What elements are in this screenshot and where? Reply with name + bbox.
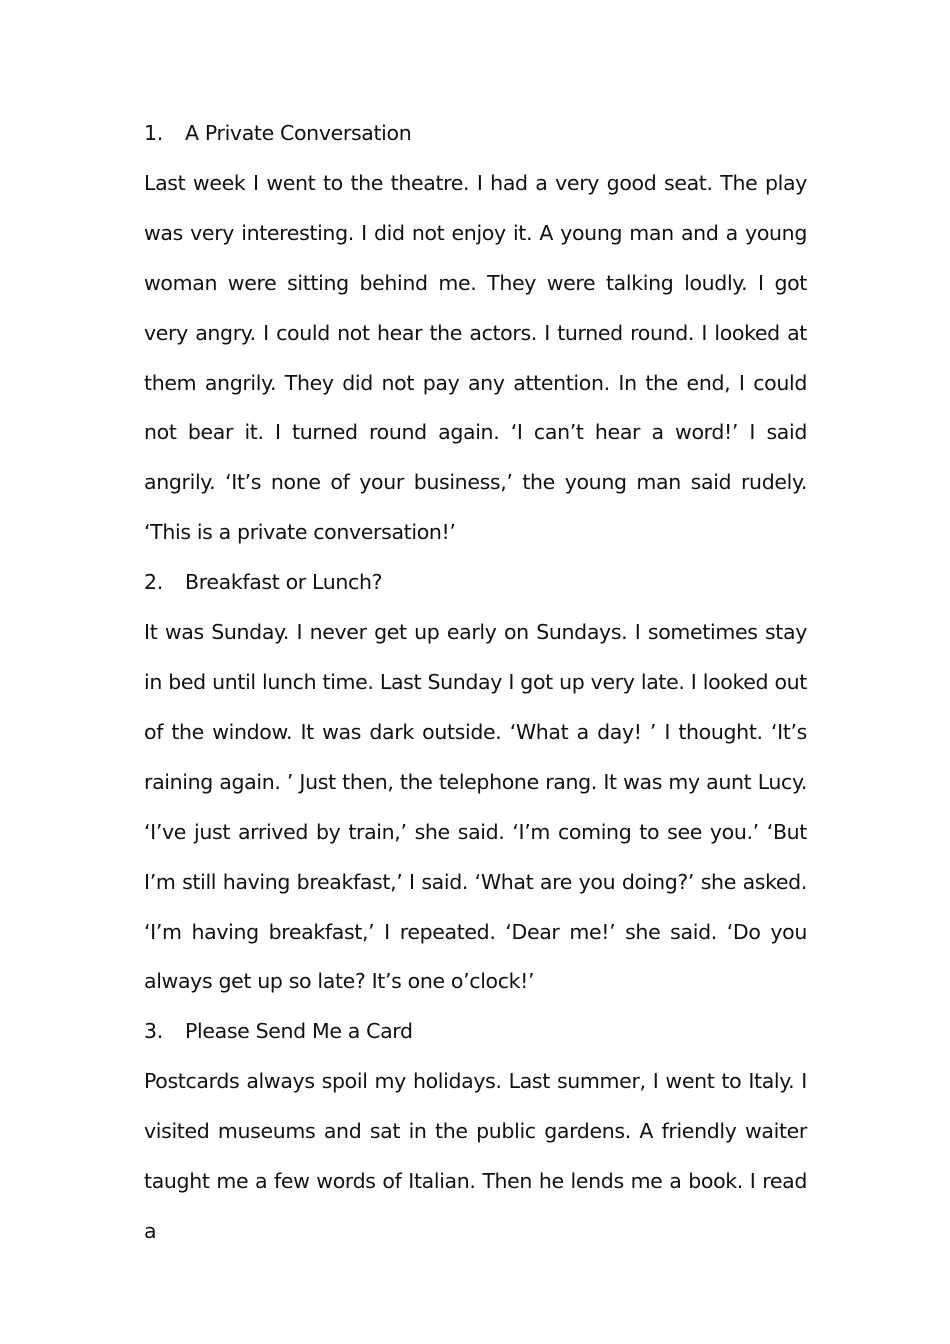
section-heading xyxy=(144,558,807,608)
section-please-send-me-a-card xyxy=(144,1007,807,1257)
document-body xyxy=(144,109,807,1257)
section-number: 1. xyxy=(144,121,163,145)
section-paragraph: It was Sunday. I never get up early on Sundays. I sometimes stay in bed until lunch time. Last Sunday I got up very late. I looked out of the window. It was dark outside. ‘What a day! ’ I thought. ‘It’s raining again. ’ Just then, the telephone rang. It was my aunt Lucy. ‘I’ve just arrived by train,’ she said. ‘I’m coming to see you.’ ‘But I’m still having breakfast,’ I said. ‘What are you doing?’ she asked. ‘I’m having breakfast,’ I repeated. ‘Dear me!’ she said. ‘Do you always get up so late? It’s one o’clock!’ xyxy=(144,620,807,994)
section-number: 2. xyxy=(144,570,163,595)
section-paragraph: Last week I went to the theatre. I had a very good seat. The play was very interesting. I did not enjoy it. A young man and a young woman were sitting behind me. They were talking loudly. I got very angry. I could not hear the actors. I turned round. I looked at them angrily. They did not pay any attention. In the end, I could not bear it. I turned round again. ‘I can’t hear a word!’ I said angrily. ‘It’s none of your business,’ the young man said rudely. ‘This is a private conversation!’ xyxy=(144,170,807,545)
section-private-conversation xyxy=(144,109,807,558)
section-title: Please Send Me a Card xyxy=(185,1019,413,1044)
section-title: A Private Conversation xyxy=(185,121,412,145)
section-heading xyxy=(144,1007,807,1057)
section-title: Breakfast or Lunch? xyxy=(185,570,383,595)
section-breakfast-or-lunch xyxy=(144,558,807,1007)
section-heading xyxy=(144,109,807,159)
section-paragraph: Postcards always spoil my holidays. Last summer, I went to Italy. I visited museums and sat in the public gardens. A friendly waiter taught me a few words of Italian. Then he lends me a book. I read a xyxy=(144,1069,807,1243)
section-number: 3. xyxy=(144,1019,163,1044)
